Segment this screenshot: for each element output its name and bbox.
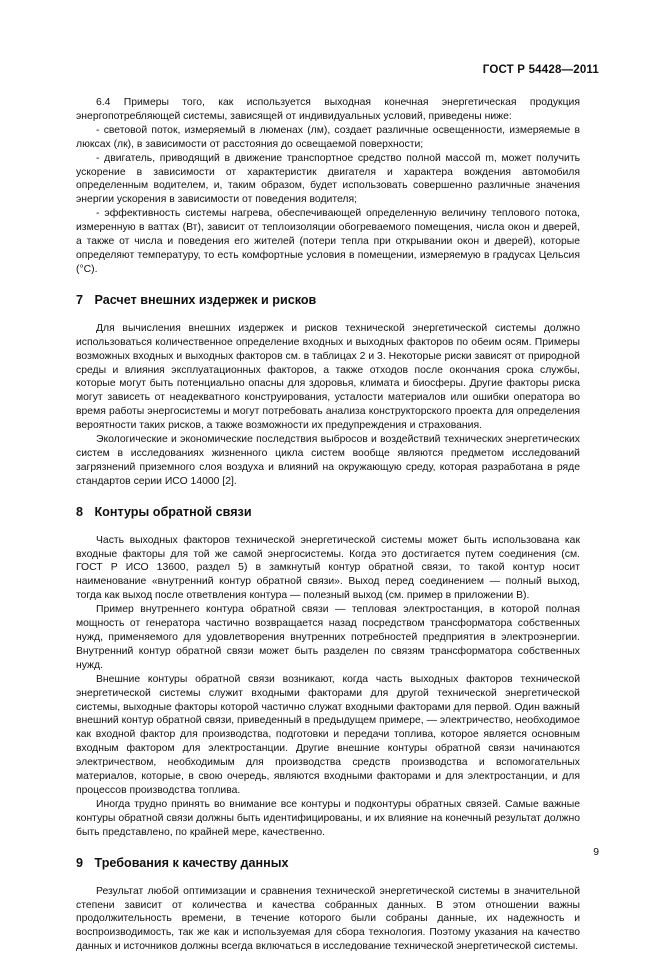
section-6-4-item-3: - эффективность системы нагрева, обеспечивающей определенную величину теплового потока, измеренную в ваттах (Вт), зависит от теплоизоляции обогреваемого помещения, числа окон и дверей, а также от числа и поведения его жителей (потери тепла при открывании окон и дверей), которые определяют температуру, то есть комфортные условия в помещении, измеряемую в градусах Цельсия (°С).: [76, 208, 580, 275]
section-6-4-intro: 6.4 Примеры того, как используется выходная конечная энергетическая продукция энергопотребляющей системы, зависящей от индивидуальных условий, приведены ниже:: [76, 97, 580, 122]
section-8-paragraph-2: Пример внутреннего контура обратной связи — тепловая электростанция, в которой полная мощность от генератора частично возвращается назад посредством трансформатора собственных нужд, применяемого для удовлетворения внутренних потребностей предприятия в электроэнергии. Внутренний контур обратной связи может быть разделен по связям трансформатора собственных нужд.: [76, 604, 580, 671]
section-7-number: 7: [76, 292, 84, 307]
section-6-4-item-2: - двигатель, приводящий в движение транспортное средство полной массой m, может получить ускорение в зависимости от характеристик двигателя и характера вождения автомобиля определенным водителем, и, таким образом, будет использовать совершенно различные значения энергии ускорения в зависимости от поведения водителя;: [76, 152, 580, 206]
section-7-paragraph-2: Экологические и экономические последствия выбросов и воздействий технических энергетических систем в исследованиях жизненного цикла систем вообще являются предметом исследований загрязнений приземного слоя воздуха и влияний на окружающую среду, которая разработана в ряде стандартов серии ИСО 14000 [2].: [76, 434, 580, 487]
standard-header: ГОСТ Р 54428—2011: [482, 64, 599, 76]
section-9-heading: [76, 855, 580, 871]
section-9-paragraph-1: Результат любой оптимизации и сравнения технической энергетической системы в значительной степени зависит от количества и качества собранных данных. В этом отношении важны продолжительность времени, в течение которого были собраны данные, их надежность и воспроизводимость, так же как и используемая для сбора технология. Поэтому указания на качество данных и источников должны всегда включаться в исследование технической энергетической системы.: [76, 885, 580, 953]
section-8-heading: [76, 504, 580, 520]
section-7-paragraph-1: Для вычисления внешних издержек и рисков технической энергетической системы должно использоваться количественное определение входных и выходных факторов по обеим осям. Примеры возможных входных и выходных факторов см. в таблицах 2 и 3. Некоторые риски зависят от природной среды и влияния эксплуатационных факторов, а также отходов после окончания срока службы, которые могут быть потенциально опасны для здоровья, климата и биосферы. Другие факторы риска могут зависеть от неадекватного конструирования, усталости материалов или ошибки оператора во время работы энергосистемы и могут потребовать анализа конструкторского проекта для определения вероятности таких рисков, а также возможности их предупреждения и страхования.: [76, 322, 580, 432]
page-number: 9: [593, 847, 599, 858]
section-6-4-item-1: - световой поток, измеряемый в люменах (лм), создает различные освещенности, измеряемые в люксах (лк), в зависимости от расстояния до освещаемой поверхности;: [76, 124, 580, 150]
section-7-heading: [76, 292, 580, 308]
section-8-paragraph-4: Иногда трудно принять во внимание все контуры и подконтуры обратных связей. Самые важные контуры обратной связи должны быть идентифицированы, и их влияние на конечный результат должно быть представлено, по крайней мере, качественно.: [76, 798, 580, 838]
section-8-number: 8: [76, 504, 84, 519]
document-body: [76, 96, 580, 954]
section-8-paragraph-1: Часть выходных факторов технической энергетической системы может быть использована как входные факторы для той же самой энергосистемы. Когда это достигается путем соединения (см. ГОСТ Р ИСО 13600, раздел 5) в замкнутый контур обратной связи, то такой контур носит наименование «внутренний контур обратной связи». Выход перед соединением — полный выход, тогда как выход после ответвления контура — полезный выход (см. пример в приложении В).: [76, 534, 580, 602]
section-8-title: Контуры обратной связи: [94, 504, 252, 519]
section-7-title: Расчет внешних издержек и рисков: [94, 292, 317, 307]
section-9-number: 9: [76, 855, 84, 870]
section-9-title: Требования к качеству данных: [94, 855, 289, 870]
section-8-paragraph-3: Внешние контуры обратной связи возникают, когда часть выходных факторов технической энергетической системы служит входными факторами для другой технической энергетической системы, выходные факторы которой частично служат входными факторами для первой. Один важный внешний контур обратной связи, приведенный в предыдущем примере, — электричество, необходимое как входной фактор для производства, подготовки и передачи топлива, которое является основным входным фактором для электростанции. Другие внешние контуры обратной связи начинаются электричеством, необходимым для производства средств производства и вспомогательных материалов, которые, в свою очередь, являются входными факторами и для электростанции, и для процессов производства топлива.: [76, 673, 580, 796]
